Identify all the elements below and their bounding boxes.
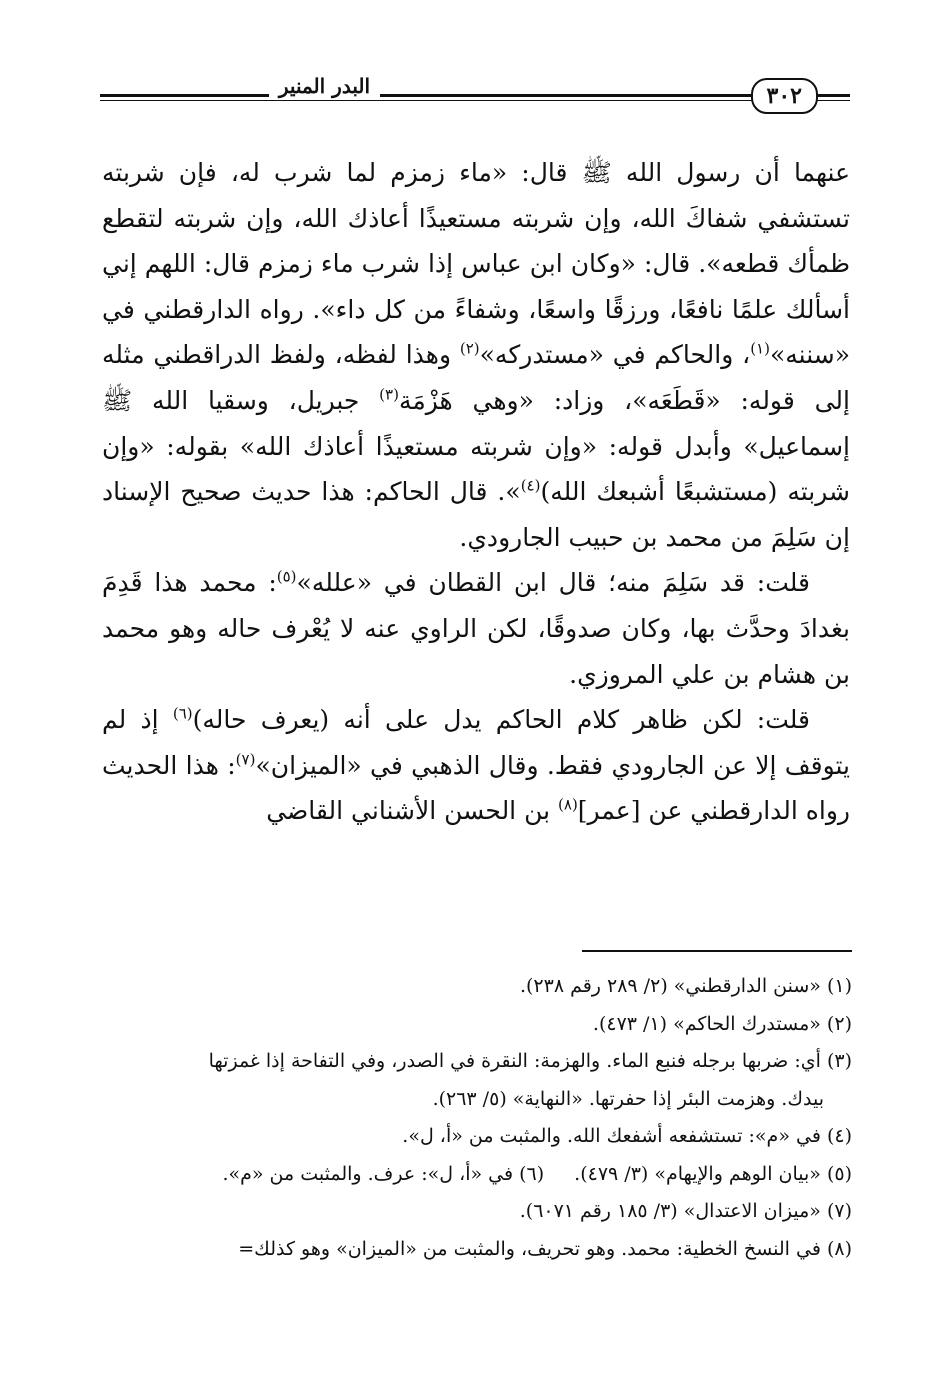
running-header [100,74,850,124]
text-run: ». قال الحاكم: هذا حديث صحيح الإسناد إن سَلِمَ من محمد بن حبيب الجارودي. [102,477,850,552]
footnote-ref: (٧) [235,750,256,769]
footnote-continuation: بيدك. وهزمت البئر إذا حفرتها. «النهاية» (٥/ ٢٦٣). [432,1087,824,1110]
footnote-ref: (٣) [379,385,399,404]
footnote-ref: (١) [750,340,770,359]
footnote: (٢) «مستدرك الحاكم» (١/ ٤٧٣). [592,1012,852,1035]
text-run: : هذا الحديث رواه الدارقطني عن [عمر] [102,750,850,826]
footnote-pair [100,1156,852,1194]
text-run: قلت: قد سَلِمَ منه؛ قال ابن القطان في «علله» [296,568,810,598]
footnotes [100,968,852,1268]
text-run: بن الحسن الأشناني القاضي [266,796,559,826]
book-title: البدر المنير [269,74,380,98]
text-run: جبريل، وسقيا الله ﷺ إسماعيل» وأبدل قوله: «وإن شربته مستعيذًا أعاذك الله» بقوله: «وإن شربته (مستشبعًا أشبعك الله) [102,385,850,507]
text-run: ، والحاكم في «مستدركه» [479,340,751,370]
text-run: إذ لم يتوقف إلا عن الجارودي فقط. وقال الذهبي في «الميزان» [102,705,850,780]
footnote-separator [582,950,852,952]
footnote: (٤) في «م»: تستشفعه أشفعك الله. والمثبت من «أ، ل». [402,1125,852,1147]
footnote: (٨) في النسخ الخطية: محمد. وهو تحريف، والمثبت من «الميزان» وهو كذلك= [238,1237,852,1260]
page-number: ٣٠٢ [751,78,818,114]
header-rule-thin [100,100,850,101]
footnote-ref: (٤) [520,476,541,495]
main-text [102,150,850,834]
footnote: (٣) أي: ضربها برجله فنبع الماء. والهزمة: النقرة في الصدر، وفي التفاحة إذا غمزتها [208,1050,852,1072]
footnote: (٦) في «أ، ل»: عرف. والمثبت من «م». [222,1162,545,1185]
paragraph [102,560,850,697]
footnote: (٧) «ميزان الاعتدال» (٣/ ١٨٥ رقم ٦٠٧١). [519,1200,852,1222]
footnote-ref: (٥) [276,568,297,587]
footnote-ref: (٨) [558,795,578,814]
footnote: (٥) «بيان الوهم والإيهام» (٣/ ٤٧٩). [574,1162,852,1185]
paragraph [102,697,850,834]
paragraph [102,150,850,560]
text-run: : محمد هذا قَدِمَ بغدادَ وحدَّث بها، وكان صدوقًا، لكن الراوي عنه لا يُعْرف حاله وهو محمد بن هشام بن علي المروزي. [102,568,850,689]
text-run: عنهما أن رسول الله ﷺ قال: «ماء زمزم لما شرب له، فإن شربته تستشفي شفاكَ الله، وإن شربته مستعيذًا أعاذك الله، وإن شربته لتقطع ظمأك قطعه». قال: «وكان ابن عباس إذا شرب ماء زمزم قال: اللهم إني أسألك علمًا نافعًا، ورزقًا واسعًا، وشفاءً من كل داء». رواه الدارقطني في «سننه» [102,158,850,370]
footnote-ref: (٦) [172,704,193,723]
footnote: (١) «سنن الدارقطني» (٢/ ٢٨٩ رقم ٢٣٨). [519,975,852,997]
text-run: وهذا لفظه، ولفظ الدراقطني مثله إلى قوله: «قَطَعَه»، وزاد: «وهي هَزْمَة [102,340,850,415]
footnote-ref: (٢) [459,340,480,359]
header-rule [100,94,850,97]
text-run: قلت: لكن ظاهر كلام الحاكم يدل على أنه (يعرف حاله) [192,705,810,735]
